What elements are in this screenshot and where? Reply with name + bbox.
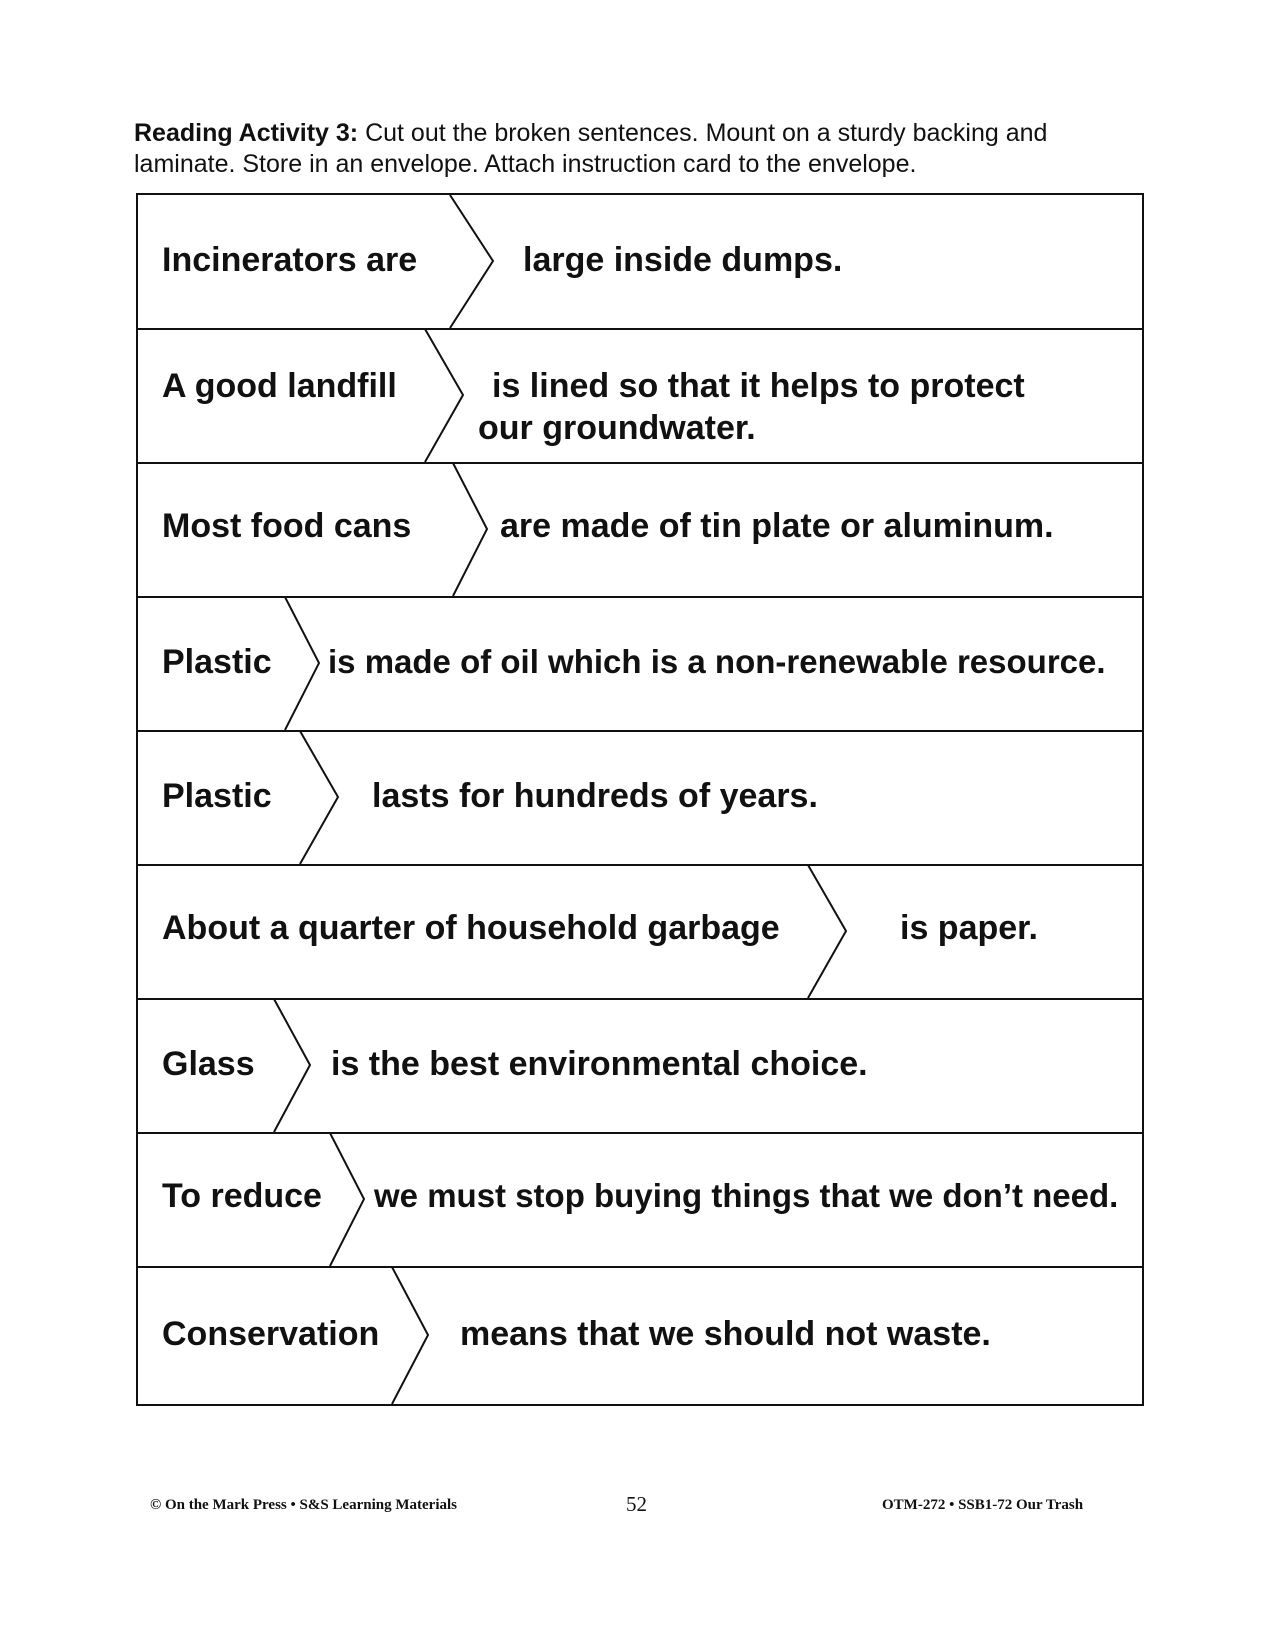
sentence-end: means that we should not waste. xyxy=(460,1315,991,1353)
sentence-start: About a quarter of household garbage xyxy=(162,909,780,947)
footer-product-code: OTM-272 • SSB1-72 Our Trash xyxy=(882,1497,1084,1513)
chevron-divider xyxy=(448,195,508,328)
sentence-end: lasts for hundreds of years. xyxy=(372,777,818,815)
sentence-start: Conservation xyxy=(162,1315,380,1353)
sentence-end: large inside dumps. xyxy=(523,241,843,279)
sentence-row xyxy=(138,329,1142,464)
sentence-start: Plastic xyxy=(162,643,272,681)
page-number: 52 xyxy=(626,1492,647,1516)
sentence-end: we must stop buying things that we don’t need. xyxy=(374,1177,1119,1214)
chevron-divider xyxy=(272,999,332,1132)
sentence-row xyxy=(138,463,1142,598)
sentence-start: To reduce xyxy=(162,1177,322,1215)
sentence-start: Glass xyxy=(162,1045,255,1083)
sentence-row xyxy=(138,999,1142,1134)
sentence-end: is the best environmental choice. xyxy=(331,1045,868,1083)
activity-instructions: Cut out the broken sentences. Mount on a sturdy backing and laminate. Store in an envelope. Attach instruction card to the envelope. xyxy=(134,119,1048,178)
sentence-start: Plastic xyxy=(162,777,272,815)
sentence-end: is lined so that it helps to protect our groundwater. xyxy=(478,367,1025,447)
sentence-row xyxy=(138,865,1142,1000)
sentence-start: Most food cans xyxy=(162,507,412,545)
chevron-divider xyxy=(423,329,483,462)
sentence-start: A good landfill xyxy=(162,367,397,405)
sentence-end: is made of oil which is a non-renewable resource. xyxy=(328,643,1106,680)
sentence-row xyxy=(138,1133,1142,1268)
activity-label: Reading Activity 3: xyxy=(134,119,359,147)
sentence-grid xyxy=(136,193,1144,1406)
chevron-divider xyxy=(390,1267,450,1404)
chevron-divider xyxy=(298,731,358,864)
sentence-row xyxy=(138,597,1142,732)
sentence-row xyxy=(138,731,1142,866)
footer-publisher: © On the Mark Press • S&S Learning Materials xyxy=(150,1497,457,1513)
instructions xyxy=(134,118,1134,180)
sentence-end: is paper. xyxy=(900,909,1038,947)
sentence-end: are made of tin plate or aluminum. xyxy=(500,507,1054,545)
sentence-row xyxy=(138,1267,1142,1404)
sentence-row xyxy=(138,195,1142,330)
sentence-start: Incinerators are xyxy=(162,241,418,279)
chevron-divider xyxy=(806,865,866,998)
